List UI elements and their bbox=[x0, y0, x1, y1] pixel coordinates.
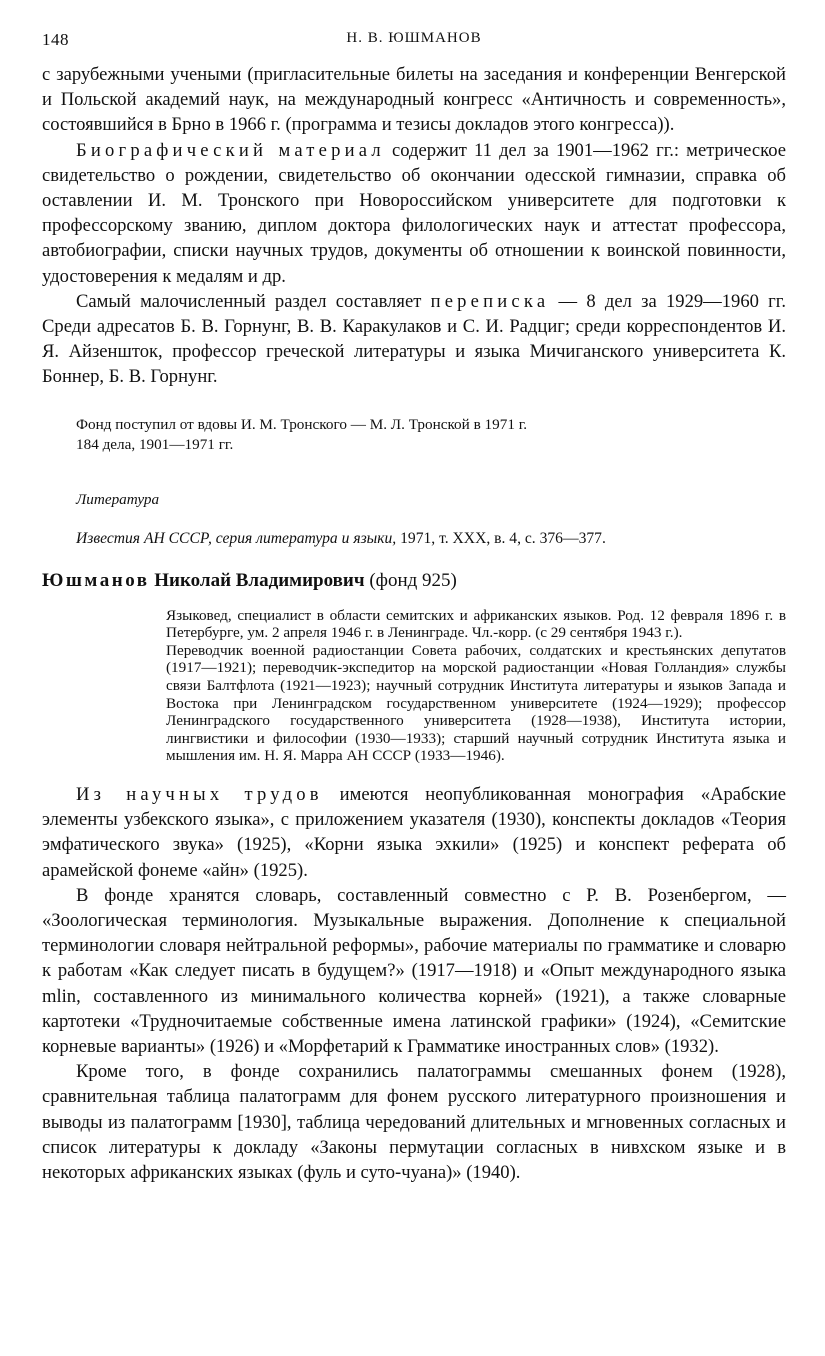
paragraph-palatograms: Кроме того, в фонде сохранились палатограммы смешанных фонем (1928), сравнительная таблица палатограмм для фонем русского литературного произношения и выводы из палатограмм [1930], таблица чередований длительных и мгновенных согласных и список литературы к докладу «Законы пермутации согласных в нивхском языке и в некоторых африканских языках (фуль и суто-чуана)» (1940). bbox=[42, 1061, 786, 1184]
body-text-top bbox=[42, 62, 786, 390]
page-number: 148 bbox=[42, 30, 69, 49]
paragraph-correspondence bbox=[42, 289, 786, 390]
paragraph-continuation: с зарубежными учеными (пригласительные билеты на заседания и конференции Венгерской и Польской академий наук, на международный конгресс «Античность и современность», состоявшийся в Брно в 1966 г. (программа и тезисы докладов этого конгресса)). bbox=[42, 64, 786, 136]
paragraph-works bbox=[42, 782, 786, 883]
spaced-term-works: Из научных трудов bbox=[76, 783, 323, 805]
literature-source: Известия АН СССР, серия литература и языки, bbox=[76, 529, 397, 547]
literature-details: 1971, т. XXX, в. 4, с. 376—377. bbox=[396, 529, 606, 547]
literature-heading: Литература bbox=[76, 490, 160, 508]
entry-surname: Юшманов bbox=[42, 569, 150, 591]
body-text-bottom bbox=[42, 782, 786, 1185]
fund-note bbox=[42, 415, 786, 455]
page-header bbox=[42, 22, 786, 62]
running-title: Н. В. ЮШМАНОВ bbox=[346, 30, 482, 46]
paragraph-biographical bbox=[42, 138, 786, 289]
paragraph-biographical-text: содержит 11 дел за 1901—1962 гг.: метрическое свидетельство о рождении, свидетельство об окончании одесской гимназии, справка об оставлении И. М. Тронского при Новороссийском университете для подготовки к профессорскому званию, диплом доктора филологических наук и аттестат профессора, автобиографии, списки научных трудов, документы об отношении к воинской повинности, удостоверения к медалям и др. bbox=[42, 139, 786, 287]
fund-note-line-2: 184 дела, 1901—1971 гг. bbox=[76, 435, 234, 453]
entry-fund-number: (фонд 925) bbox=[364, 569, 457, 591]
biography-block bbox=[42, 607, 786, 765]
spaced-term-biographical: Биографический материал bbox=[76, 139, 385, 161]
paragraph-correspondence-start: Самый малочисленный раздел составляет bbox=[76, 290, 431, 312]
biography-career: Переводчик военной радиостанции Совета рабочих, солдатских и крестьянских депутатов (1917—1921); переводчик-экспедитор на морской радиостанции «Новая Голландия» службы связи Балтфлота (1921—1923); научный сотрудник Института литературы и языков Запада и Востока при Ленинградском государственном университете (1924—1929); профессор Ленинградского государственного университета (1928—1938), Института истории, лингвистики и философии (1930—1933); старший научный сотрудник Института языка и мышления им. Н. Я. Марра АН СССР (1933—1946). bbox=[166, 641, 786, 765]
literature-reference bbox=[42, 530, 786, 548]
paragraph-works-text: имеются неопубликованная монография «Арабские элементы узбекского языка», с приложением указателя (1930), конспекты докладов «Теория эмфатического звука» (1925), «Корни языка эхкили» (1925) и конспект реферата об арамейской фонеме «айн» (1925). bbox=[42, 783, 786, 881]
paragraph-dictionary: В фонде хранятся словарь, составленный совместно с Р. В. Розенбергом, — «Зоологическая терминология. Музыкальные выражения. Дополнение к специальной терминологии словаря нейтральной реформы», рабочие материалы по грамматике и словарю к работам «Как следует писать в будущем?» (1917—1918) и «Опыт международного языка mlin, составленного из минимального количества корней» (1921), а также словарные картотеки «Трудночитаемые собственные имена латинской графики» (1924), «Семитские корневые варианты» (1926) и «Морфетарий к Грамматике иностранных слов» (1932). bbox=[42, 884, 786, 1058]
entry-heading bbox=[42, 570, 786, 592]
spaced-term-correspondence: переписка bbox=[430, 290, 550, 312]
paragraph-correspondence-text: — 8 дел за 1929—1960 гг. Среди адресатов Б. В. Горнунг, В. В. Каракулаков и С. И. Радциг; среди корреспондентов И. Я. Айзеншток, профессор греческой литературы и языка Мичиганского университета К. Боннер, Б. В. Горнунг. bbox=[42, 290, 786, 388]
biography-summary: Языковед, специалист в области семитских и африканских языков. Род. 12 февраля 1896 г. в Петербурге, ум. 2 апреля 1946 г. в Ленинграде. Чл.-корр. (с 29 сентября 1943 г.). bbox=[166, 606, 786, 642]
entry-given-names: Николай Владимирович bbox=[149, 569, 365, 591]
document-page bbox=[42, 22, 786, 1185]
fund-note-line-1: Фонд поступил от вдовы И. М. Тронского — М. Л. Тронской в 1971 г. bbox=[76, 415, 528, 433]
